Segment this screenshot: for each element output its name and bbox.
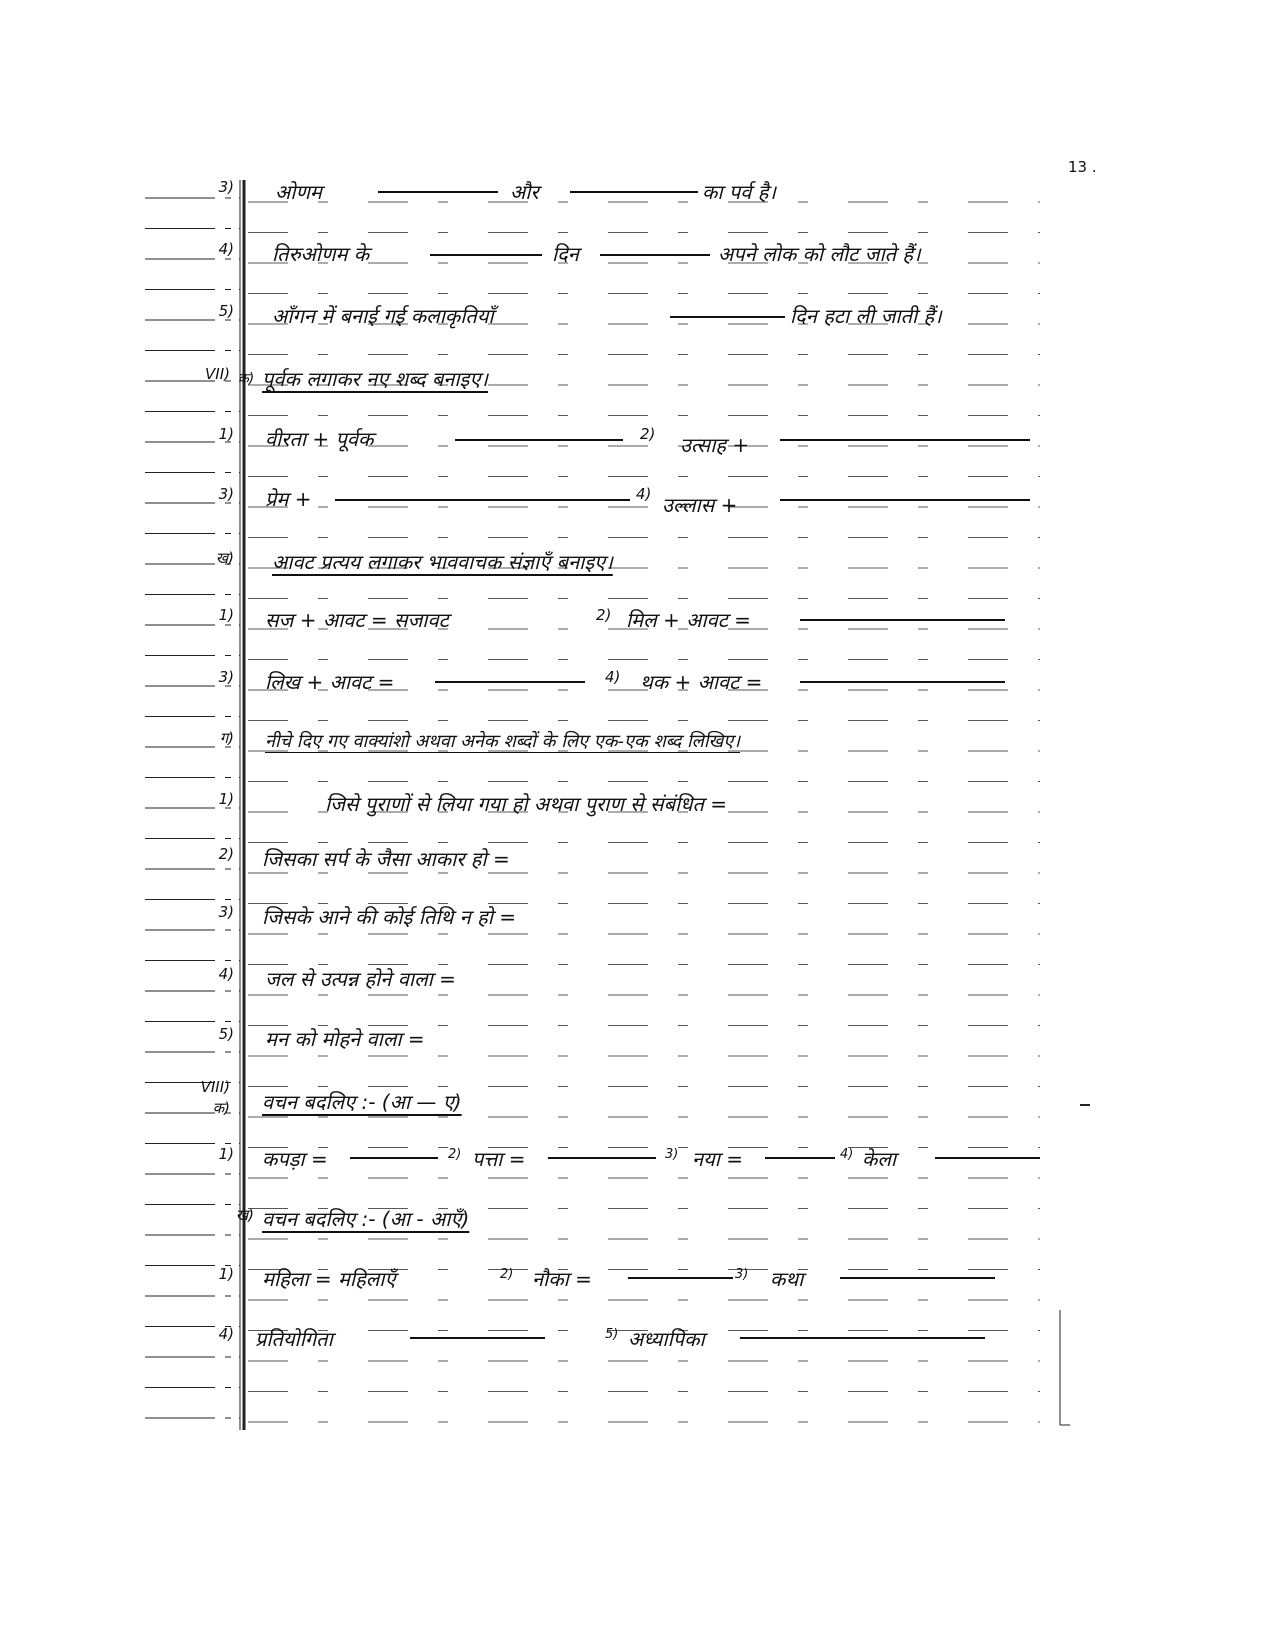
exercise-line [0,790,1275,830]
sub-section-number: क) [238,371,255,387]
item-number: 2) [448,1147,462,1162]
page-number: 13 . [1068,158,1097,176]
fill-blank [935,1157,1040,1159]
exercise-line [0,845,1275,885]
section-heading [0,1205,1275,1245]
item-number: 5) [218,1025,234,1043]
item-number: 3) [218,903,234,921]
heading-text: आवट प्रत्यय लगाकर भाववाचक संज्ञाएँ बनाइए। [272,550,613,574]
line-text: का पर्व है। [702,180,776,204]
line-text: उत्साह + [680,433,750,457]
exercise-line [0,606,1275,646]
item-number: 4) [218,240,234,258]
line-text: लिख + आवट = [265,670,395,694]
line-text: उल्लास + [662,493,738,517]
item-number: 1) [218,1265,234,1283]
exercise-line [0,425,1275,465]
line-text: वीरता + पूर्वक [265,427,374,451]
fill-blank [765,1157,835,1159]
line-text: ओणम [275,180,322,204]
item-number: 1) [218,1145,234,1163]
line-text: और [510,180,539,204]
item-number: 2) [218,845,234,863]
line-text: प्रतियोगिता [255,1327,333,1351]
line-text: दिन [552,242,579,266]
section-heading [0,1078,1275,1128]
fill-blank [840,1277,995,1279]
line-text: महिला = महिलाएँ [262,1267,396,1291]
section-heading [0,728,1275,788]
fill-blank [800,619,1005,621]
fill-blank [800,681,1005,683]
exercise-line [0,668,1275,708]
fill-blank [435,681,585,683]
item-number: 4) [218,1325,234,1343]
line-text: प्रेम + [265,487,312,511]
line-text: मिल + आवट = [626,608,751,632]
item-number: 1) [218,790,234,808]
item-number: 2) [500,1267,514,1282]
section-heading [0,365,1275,405]
item-number: 4) [218,965,234,983]
fill-blank [780,439,1030,441]
line-text: थक + आवट = [640,670,763,694]
item-number: 3) [218,178,234,196]
exercise-line [0,965,1275,1005]
heading-text: नीचे दिए गए वाक्यांशो अथवा अनेक शब्दों के लिए एक-एक शब्द लिखिए। [265,731,741,752]
section-number: ख) [215,549,234,567]
item-number: 2) [640,425,656,443]
item-number: 4) [840,1147,854,1162]
item-number: 2) [596,606,612,624]
line-text: जिसे पुराणों से लिया गया हो अथवा पुराण से संबंधित = [325,792,727,816]
item-number: 1) [218,425,234,443]
fill-blank [430,254,542,256]
fill-blank [740,1337,985,1339]
heading-text: पूर्वक लगाकर नए शब्द बनाइए। [262,367,489,391]
section-number: ख) [235,1206,254,1224]
fill-blank [780,499,1030,501]
fill-blank [350,1157,438,1159]
line-text: तिरुओणम के [272,242,370,266]
line-text: कथा [770,1267,804,1291]
section-number: VIII) [200,1078,230,1096]
fill-blank [670,316,785,318]
exercise-line [0,240,1275,280]
item-number: 1) [218,606,234,624]
item-number: 5) [218,302,234,320]
fill-blank [410,1337,545,1339]
fill-blank [378,191,498,193]
section-number: ग) [219,729,234,747]
exercise-line [0,1325,1275,1365]
exercise-line [0,178,1275,218]
fill-blank [335,499,630,501]
item-number: 3) [218,668,234,686]
line-text: पत्ता = [472,1147,526,1171]
exercise-line [0,1265,1275,1305]
item-number: 5) [605,1327,619,1342]
heading-text: वचन बदलिए :- (आ — ए) [262,1090,462,1114]
fill-blank [455,439,623,441]
section-heading [0,548,1275,588]
line-text: दिन हटा ली जाती हैं। [790,304,942,328]
line-text: अपने लोक को लौट जाते हैं। [718,242,921,266]
heading-text: वचन बदलिए :- (आ - आएँ) [262,1207,470,1231]
line-text: मन को मोहने वाला = [265,1027,425,1051]
fill-blank [548,1157,656,1159]
item-number: 3) [665,1147,679,1162]
fill-blank [600,254,710,256]
section-number: VII) [205,365,230,383]
exercise-line [0,302,1275,342]
exercise-line [0,903,1275,943]
line-text: केला [862,1147,897,1171]
item-number: 4) [605,668,621,686]
fill-blank [570,191,698,193]
item-number: 4) [636,485,652,503]
line-text: नया = [692,1147,743,1171]
fill-blank [628,1277,733,1279]
line-text: आँगन में बनाई गई कलाकृतियाँ [272,304,494,328]
sub-section-number: क) [212,1099,230,1117]
exercise-line [0,485,1275,525]
exercise-line [0,1025,1275,1065]
line-text: सज + आवट = सजावट [265,608,449,632]
exercise-line [0,1145,1275,1185]
item-number: 3) [218,485,234,503]
line-text: जल से उत्पन्न होने वाला = [265,967,456,991]
line-text: जिसके आने की कोई तिथि न हो = [262,905,517,929]
line-text: नौका = [532,1267,592,1291]
line-text: जिसका सर्प के जैसा आकार हो = [262,847,510,871]
item-number: 3) [735,1267,749,1282]
line-text: कपड़ा = [262,1147,328,1171]
line-text: अध्यापिका [628,1327,705,1351]
